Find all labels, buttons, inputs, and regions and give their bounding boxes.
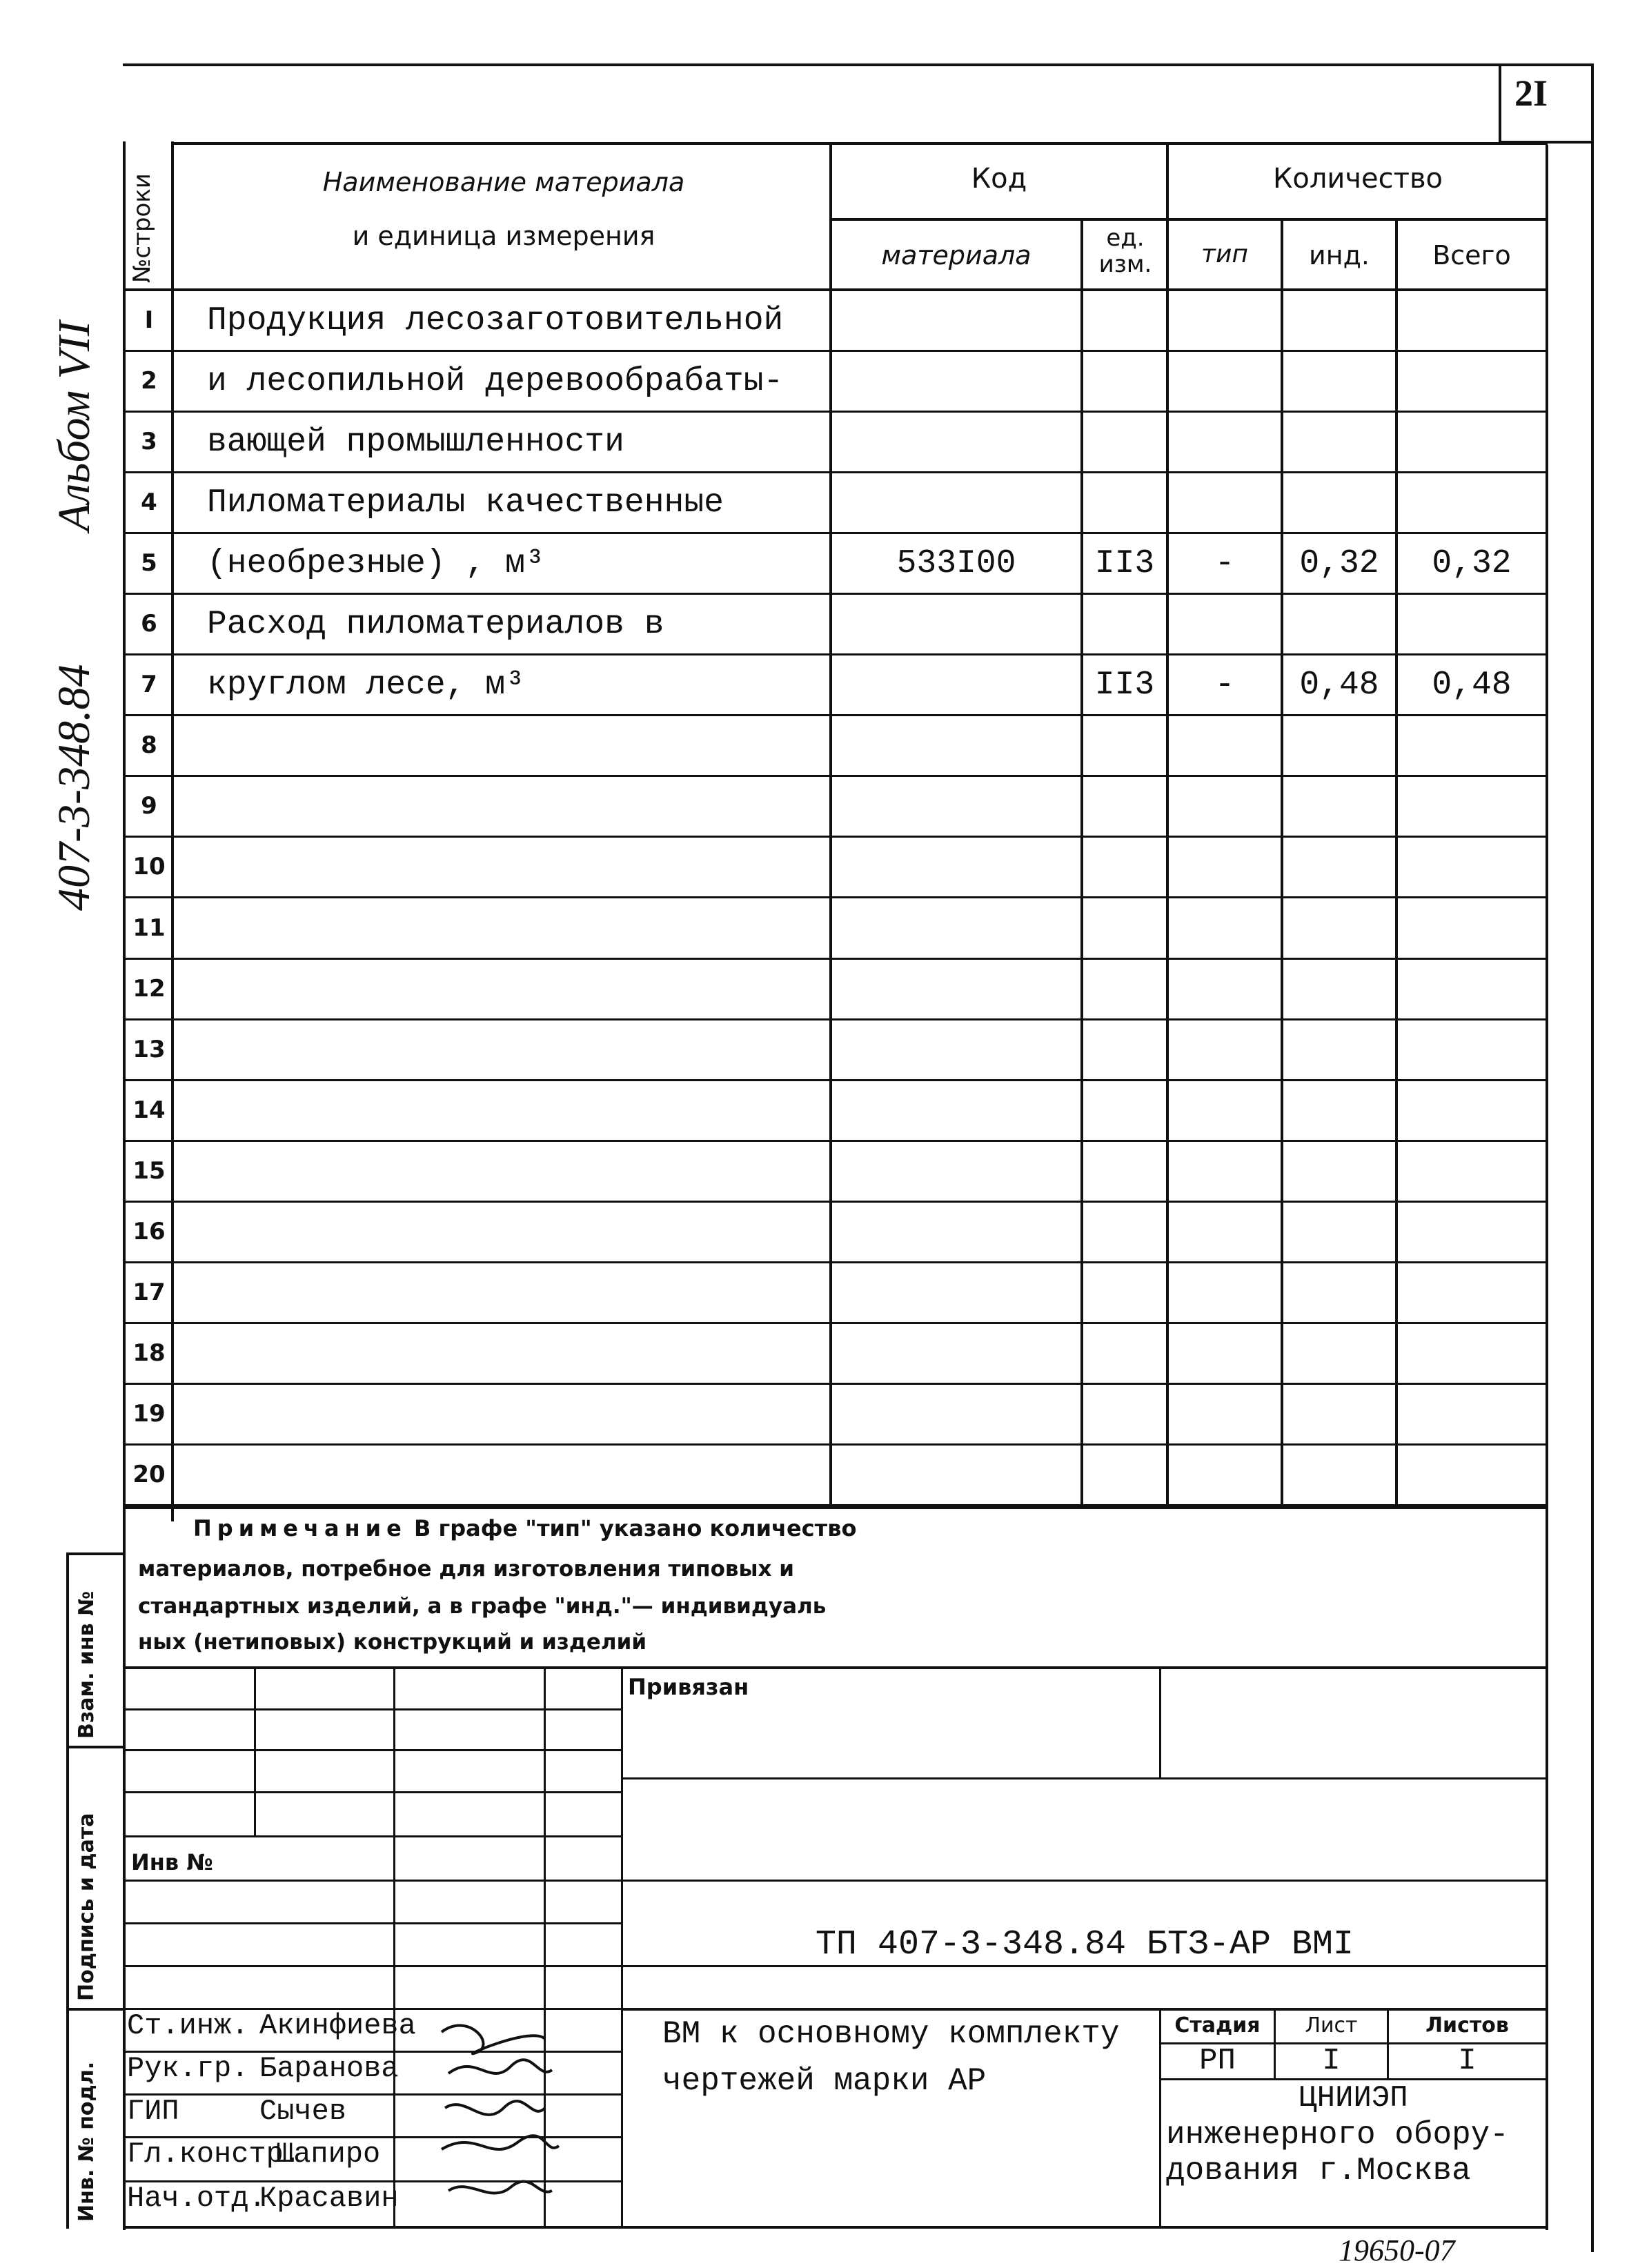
row-number: 6 bbox=[141, 610, 157, 638]
sig-row-7 bbox=[123, 1965, 623, 1967]
row-divider bbox=[123, 1443, 1548, 1446]
row-divider bbox=[123, 775, 1548, 777]
row-type: - bbox=[1214, 667, 1235, 704]
signature-role: ГИП bbox=[127, 2095, 179, 2128]
handwritten-signatures bbox=[428, 2004, 566, 2225]
row-number: 11 bbox=[132, 914, 166, 942]
header-code-unit: ед. изм. bbox=[1098, 224, 1152, 278]
org-line1: ЦНИИЭП bbox=[1299, 2081, 1408, 2116]
row-name: круглом лесе, м³ bbox=[207, 667, 525, 704]
note-line1 bbox=[193, 1515, 856, 1541]
row-number: 3 bbox=[141, 428, 157, 455]
header-mid bbox=[832, 218, 1547, 221]
row-divider bbox=[123, 836, 1548, 838]
header-code-material: материала bbox=[881, 240, 1031, 270]
header-row-number: №строки bbox=[128, 173, 156, 283]
row-divider bbox=[123, 1018, 1548, 1020]
sig-row-3 bbox=[123, 1791, 623, 1793]
signature-name: Баранова bbox=[259, 2052, 399, 2085]
stage-row-line2 bbox=[1159, 2078, 1548, 2080]
right-mid-line bbox=[621, 1880, 1548, 1882]
row-name: Продукция лесозаготовительной bbox=[207, 302, 784, 339]
signature-name: Акинфиева bbox=[259, 2009, 416, 2042]
org-line3: дования г.Москва bbox=[1166, 2153, 1471, 2189]
row-name: и лесопильной деревообрабаты- bbox=[207, 363, 784, 400]
row-name: вающей промышленности bbox=[207, 424, 624, 461]
privyazan-label: Привязан bbox=[628, 1674, 749, 1700]
code-bottom-line bbox=[621, 2008, 1548, 2011]
album-label-note: Альбом VII bbox=[49, 321, 99, 531]
page-number-box-left bbox=[1499, 63, 1501, 141]
row-divider bbox=[123, 593, 1548, 595]
code-top-line bbox=[621, 1965, 1548, 1967]
note-line4: ных (нетиповых) конструкций и изделий bbox=[138, 1630, 647, 1655]
row-number: 17 bbox=[132, 1279, 166, 1306]
row-ind: 0,48 bbox=[1299, 667, 1379, 704]
title-sep bbox=[1159, 2008, 1161, 2227]
row-divider bbox=[123, 714, 1548, 716]
row-number: 14 bbox=[132, 1096, 166, 1124]
row-type: - bbox=[1214, 545, 1235, 582]
note-heading: Примечание bbox=[193, 1515, 407, 1541]
signature-role: Ст.инж. bbox=[127, 2009, 249, 2042]
note-text-1: В графе "тип" указано количество bbox=[413, 1515, 857, 1541]
row-number: 13 bbox=[132, 1036, 166, 1063]
inv-no-label: Инв № bbox=[131, 1849, 213, 1875]
row-number: 18 bbox=[132, 1339, 166, 1367]
row-ind: 0,32 bbox=[1299, 545, 1379, 582]
row-number: 4 bbox=[141, 489, 157, 516]
org-line2: инженерного обору- bbox=[1166, 2117, 1509, 2153]
stage-label: Стадия bbox=[1174, 2013, 1261, 2038]
stamp-top bbox=[123, 1666, 1548, 1669]
note-line2: материалов, потребное для изготовления типовых и bbox=[138, 1557, 795, 1581]
row-divider bbox=[123, 350, 1548, 352]
right-page-edge bbox=[1591, 141, 1594, 2252]
privyazan-bottom bbox=[621, 1777, 1548, 1779]
signature-name: Шапиро bbox=[276, 2138, 381, 2171]
handwritten-number: 19650-07 bbox=[1339, 2234, 1455, 2267]
row-divider bbox=[123, 896, 1548, 898]
header-top bbox=[171, 142, 1548, 145]
side-col-left bbox=[66, 1552, 69, 2229]
sheet-label: Лист bbox=[1305, 2013, 1358, 2038]
sheets-value: I bbox=[1458, 2044, 1477, 2078]
row-divider bbox=[123, 532, 1548, 534]
header-qty-type: тип bbox=[1201, 240, 1248, 268]
row-number: 12 bbox=[132, 975, 166, 1003]
sheet-value: I bbox=[1322, 2044, 1341, 2078]
sheets-label: Листов bbox=[1425, 2013, 1509, 2038]
side-label-vzam: Взам. инв № bbox=[75, 1590, 99, 1739]
row-divider bbox=[123, 1261, 1548, 1263]
row-number: 10 bbox=[132, 853, 166, 880]
signature-role: Рук.гр. bbox=[127, 2052, 249, 2085]
sig-row-5 bbox=[123, 1880, 623, 1882]
side-sep-3 bbox=[66, 2008, 126, 2011]
title-line1: ВМ к основному комплекту bbox=[662, 2016, 1120, 2052]
page-number: 2I bbox=[1514, 72, 1548, 114]
header-bottom bbox=[123, 288, 1548, 291]
sig-col-2 bbox=[393, 1668, 395, 2227]
header-quantity: Количество bbox=[1272, 163, 1443, 195]
signature-name: Красавин bbox=[259, 2182, 399, 2215]
sig-col-1 bbox=[254, 1668, 256, 1837]
row-divider bbox=[123, 958, 1548, 960]
col-ind-right bbox=[1395, 219, 1398, 1508]
row-unit: II3 bbox=[1094, 545, 1155, 582]
header-qty-ind: инд. bbox=[1309, 240, 1370, 270]
header-qty-total: Всего bbox=[1432, 240, 1511, 270]
header-code: Код bbox=[971, 163, 1027, 195]
header-name-line1: Наименование материала bbox=[322, 167, 685, 197]
row-divider bbox=[123, 653, 1548, 655]
row-number: 19 bbox=[132, 1400, 166, 1428]
stage-value: РП bbox=[1199, 2044, 1236, 2078]
row-divider bbox=[123, 1383, 1548, 1385]
side-sep-2 bbox=[66, 1746, 126, 1748]
row-number: I bbox=[144, 306, 154, 334]
row-number: 15 bbox=[132, 1157, 166, 1185]
page-number-box-right bbox=[1591, 63, 1594, 141]
signature-name: Сычев bbox=[259, 2095, 347, 2128]
sig-row-6 bbox=[123, 1922, 623, 1924]
title-line2: чертежей марки АР bbox=[662, 2063, 987, 2099]
row-number: 16 bbox=[132, 1218, 166, 1245]
col-code-right bbox=[1080, 219, 1083, 1508]
signature-role: Гл.констр. bbox=[127, 2138, 302, 2171]
sig-col-5 bbox=[1159, 1668, 1161, 1779]
header-name-line2: и единица измерения bbox=[352, 221, 655, 251]
row-unit: II3 bbox=[1094, 667, 1155, 704]
stamp-left-border bbox=[123, 1509, 126, 2230]
row-divider bbox=[123, 1079, 1548, 1081]
stamp-right-border bbox=[1546, 1509, 1548, 2230]
row-name: Расход пиломатериалов в bbox=[207, 606, 664, 643]
sig-row-1 bbox=[123, 1708, 623, 1710]
row-divider bbox=[123, 1140, 1548, 1142]
row-number: 8 bbox=[141, 731, 157, 759]
row-total: 0,32 bbox=[1432, 545, 1512, 582]
document-code: ТП 407-3-348.84 БТЗ-АР ВМI bbox=[815, 1925, 1354, 1964]
side-label-inv-podl: Инв. № подл. bbox=[75, 2061, 99, 2222]
row-divider bbox=[123, 411, 1548, 413]
sig-row-2 bbox=[123, 1749, 623, 1751]
row-divider bbox=[123, 1322, 1548, 1324]
top-border bbox=[123, 63, 1592, 66]
row-divider bbox=[123, 1201, 1548, 1203]
row-divider bbox=[123, 471, 1548, 473]
row-total: 0,48 bbox=[1432, 667, 1512, 704]
row-number: 9 bbox=[141, 792, 157, 820]
signature-role: Нач.отд. bbox=[127, 2182, 266, 2215]
col-type-right bbox=[1281, 219, 1283, 1508]
row-name: Пиломатериалы качественные bbox=[207, 484, 724, 522]
side-sep-1 bbox=[66, 1552, 126, 1555]
col-rowno-right bbox=[171, 141, 174, 1521]
row-name: (необрезные) , м³ bbox=[207, 545, 545, 582]
sig-row-4 bbox=[123, 1835, 623, 1837]
stamp-bottom bbox=[123, 2226, 1548, 2229]
row-number: 7 bbox=[141, 671, 157, 698]
row-code: 533I00 bbox=[896, 545, 1016, 582]
side-label-podpis: Подпись и дата bbox=[75, 1813, 99, 2001]
note-line3: стандартных изделий, а в графе "инд."— индивидуаль bbox=[138, 1594, 827, 1619]
album-code-note: 407-3-348.84 bbox=[49, 664, 99, 911]
row-number: 5 bbox=[141, 549, 157, 577]
row-number: 2 bbox=[141, 367, 157, 395]
table-left-border bbox=[123, 141, 126, 1508]
table-bottom bbox=[123, 1506, 1548, 1509]
row-number: 20 bbox=[132, 1461, 166, 1488]
